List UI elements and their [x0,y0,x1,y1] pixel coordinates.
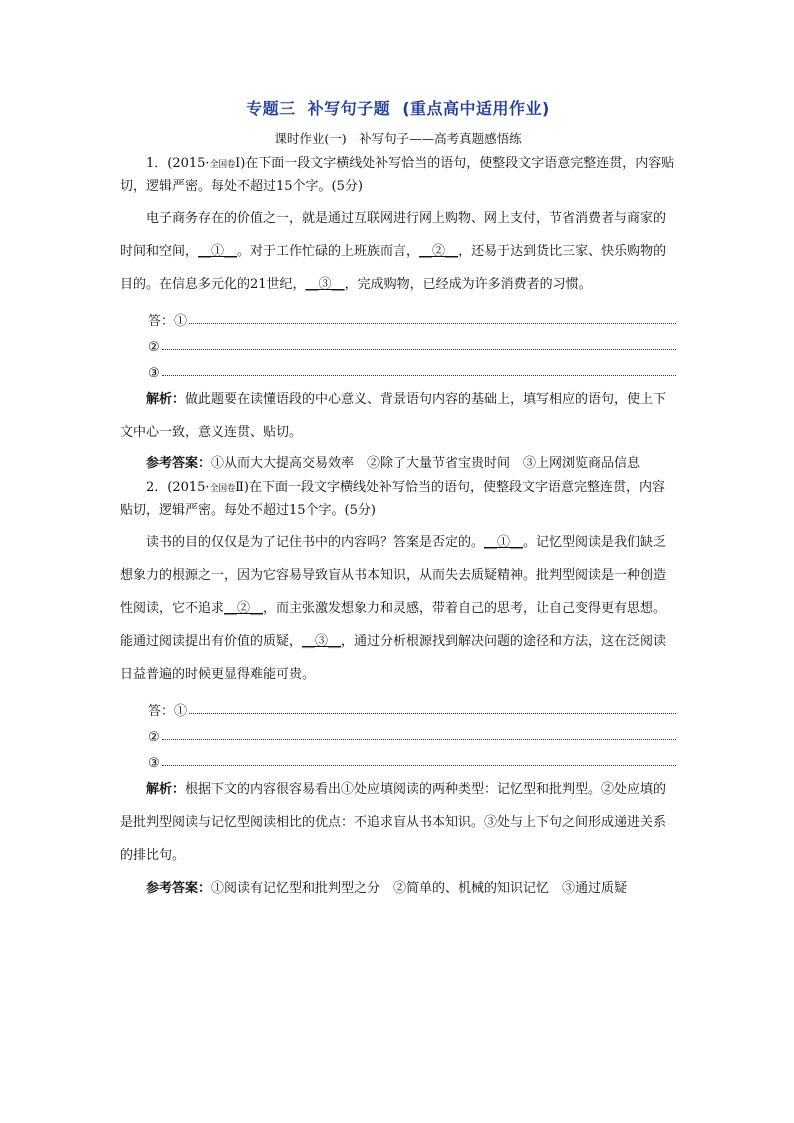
reference-label: 参考答案： [146,456,212,471]
q1-answer-line-2[interactable] [120,329,676,355]
q2-passage-text: ，通过分析根源找到解决问题的途径和方法，这在泛阅读日益普遍的时候更显得难能可贵。 [120,634,667,682]
q2-blank-2[interactable]: __②__ [224,601,264,616]
q2-exam-tag: 全国卷 [209,484,236,494]
q1-passage-text: ，完成购物，已经成为许多消费者的习惯。 [344,277,592,292]
q1-reference-answer [120,453,676,475]
q2-number: 2．(2015· [146,480,210,495]
q1-answer-line-1[interactable] [120,303,676,329]
q2-answer-line-3[interactable] [120,745,676,771]
answer-label: 答：① [148,314,188,329]
q2-passage-text: 读书的目的仅仅是为了记住书中的内容吗？答案是否定的。 [146,535,485,550]
q1-number: 1．(2015· [146,156,210,171]
answer-label: ② [148,730,160,745]
q1-answer-line-3[interactable] [120,355,676,381]
answer-label: 答：① [148,704,188,719]
q1-exam-tag: 全国卷 [209,160,236,170]
q2-prompt [120,477,676,522]
document-page [120,96,676,905]
analysis-text: 做此题要在读懂语段的中心意义、背景语句内容的基础上，填写相应的语句，使上下文中心一致，意义连贯、贴切。 [120,392,667,440]
reference-text: ①从而大大提高交易效率 ②除了大量节省宝贵时间 ③上网浏览商品信息 [211,456,641,471]
q1-passage [120,202,676,301]
q2-passage [120,526,676,691]
answer-label: ③ [148,756,160,771]
page-subtitle: 课时作业(一) 补写句子——高考真题感悟练 [274,131,522,146]
answer-label: ③ [148,366,160,381]
q1-analysis [120,383,676,449]
page-title [120,96,676,119]
title-topic: 专题三 [246,99,296,118]
q2-analysis [120,773,676,872]
answer-dotted-line [162,375,676,376]
title-type: 补写句子题 [307,99,391,118]
reference-text: ①阅读有记忆型和批判型之分 ②简单的、机械的知识记忆 ③通过质疑 [211,881,628,896]
answer-dotted-line [162,349,676,350]
q2-blank-3[interactable]: __③__ [302,634,342,649]
q1-prompt [120,153,676,198]
answer-label: ② [148,340,160,355]
q2-blank-1[interactable]: __①__ [484,535,524,550]
q2-answer-line-2[interactable] [120,719,676,745]
title-note: (重点高中适用作业) [402,99,550,118]
q2-answer-line-1[interactable] [120,693,676,719]
q2-reference-answer [120,872,676,905]
analysis-text: 根据下文的内容很容易看出①处应填阅读的两种类型：记忆型和批判型。②处应填的是批判型阅读与记忆型阅读相比的优点：不追求盲从书本知识。③处与上下句之间形成递进关系的排比句。 [120,782,667,863]
q1-passage-text: ，还易于达到货比三家、快乐购物的目的。在信息多元化的21世纪， [120,244,667,292]
q1-passage-text: 。对于工作忙碌的上班族而言， [237,244,420,259]
analysis-label: 解析： [146,392,186,407]
reference-label: 参考答案： [146,881,212,896]
answer-dotted-line [189,323,676,324]
q2-passage-text: ，而主张激发想象力和灵感，带着自己的思考，让自己变得更有思想。能通过阅读提出有价值的质疑， [120,601,667,649]
q1-passage-text: 电子商务存在的价值之一，就是通过互联网进行网上购物、网上支付，节省消费者与商家的时间和空间， [120,211,667,259]
answer-dotted-line [162,739,676,740]
answer-dotted-line [162,765,676,766]
q2-passage-text: 。记忆型阅读是我们缺乏想象力的根源之一，因为它容易导致盲从书本知识，从而失去质疑精神。批判型阅读是一种创造性阅读，它不追求 [120,535,667,616]
q2-instruction: Ⅱ)在下面一段文字横线处补写恰当的语句，使整段文字语意完整连贯，内容贴切，逻辑严密。每处不超过15个字。(5分) [120,480,665,518]
answer-dotted-line [189,713,676,714]
q1-blank-2[interactable]: __②__ [419,244,459,259]
analysis-label: 解析： [146,782,186,797]
q1-blank-1[interactable]: __①__ [198,244,238,259]
q1-instruction: Ⅰ)在下面一段文字横线处补写恰当的语句，使整段文字语意完整连贯，内容贴切，逻辑严密。每处不超过15个字。(5分) [120,156,675,194]
q1-blank-3[interactable]: __③__ [305,277,345,292]
